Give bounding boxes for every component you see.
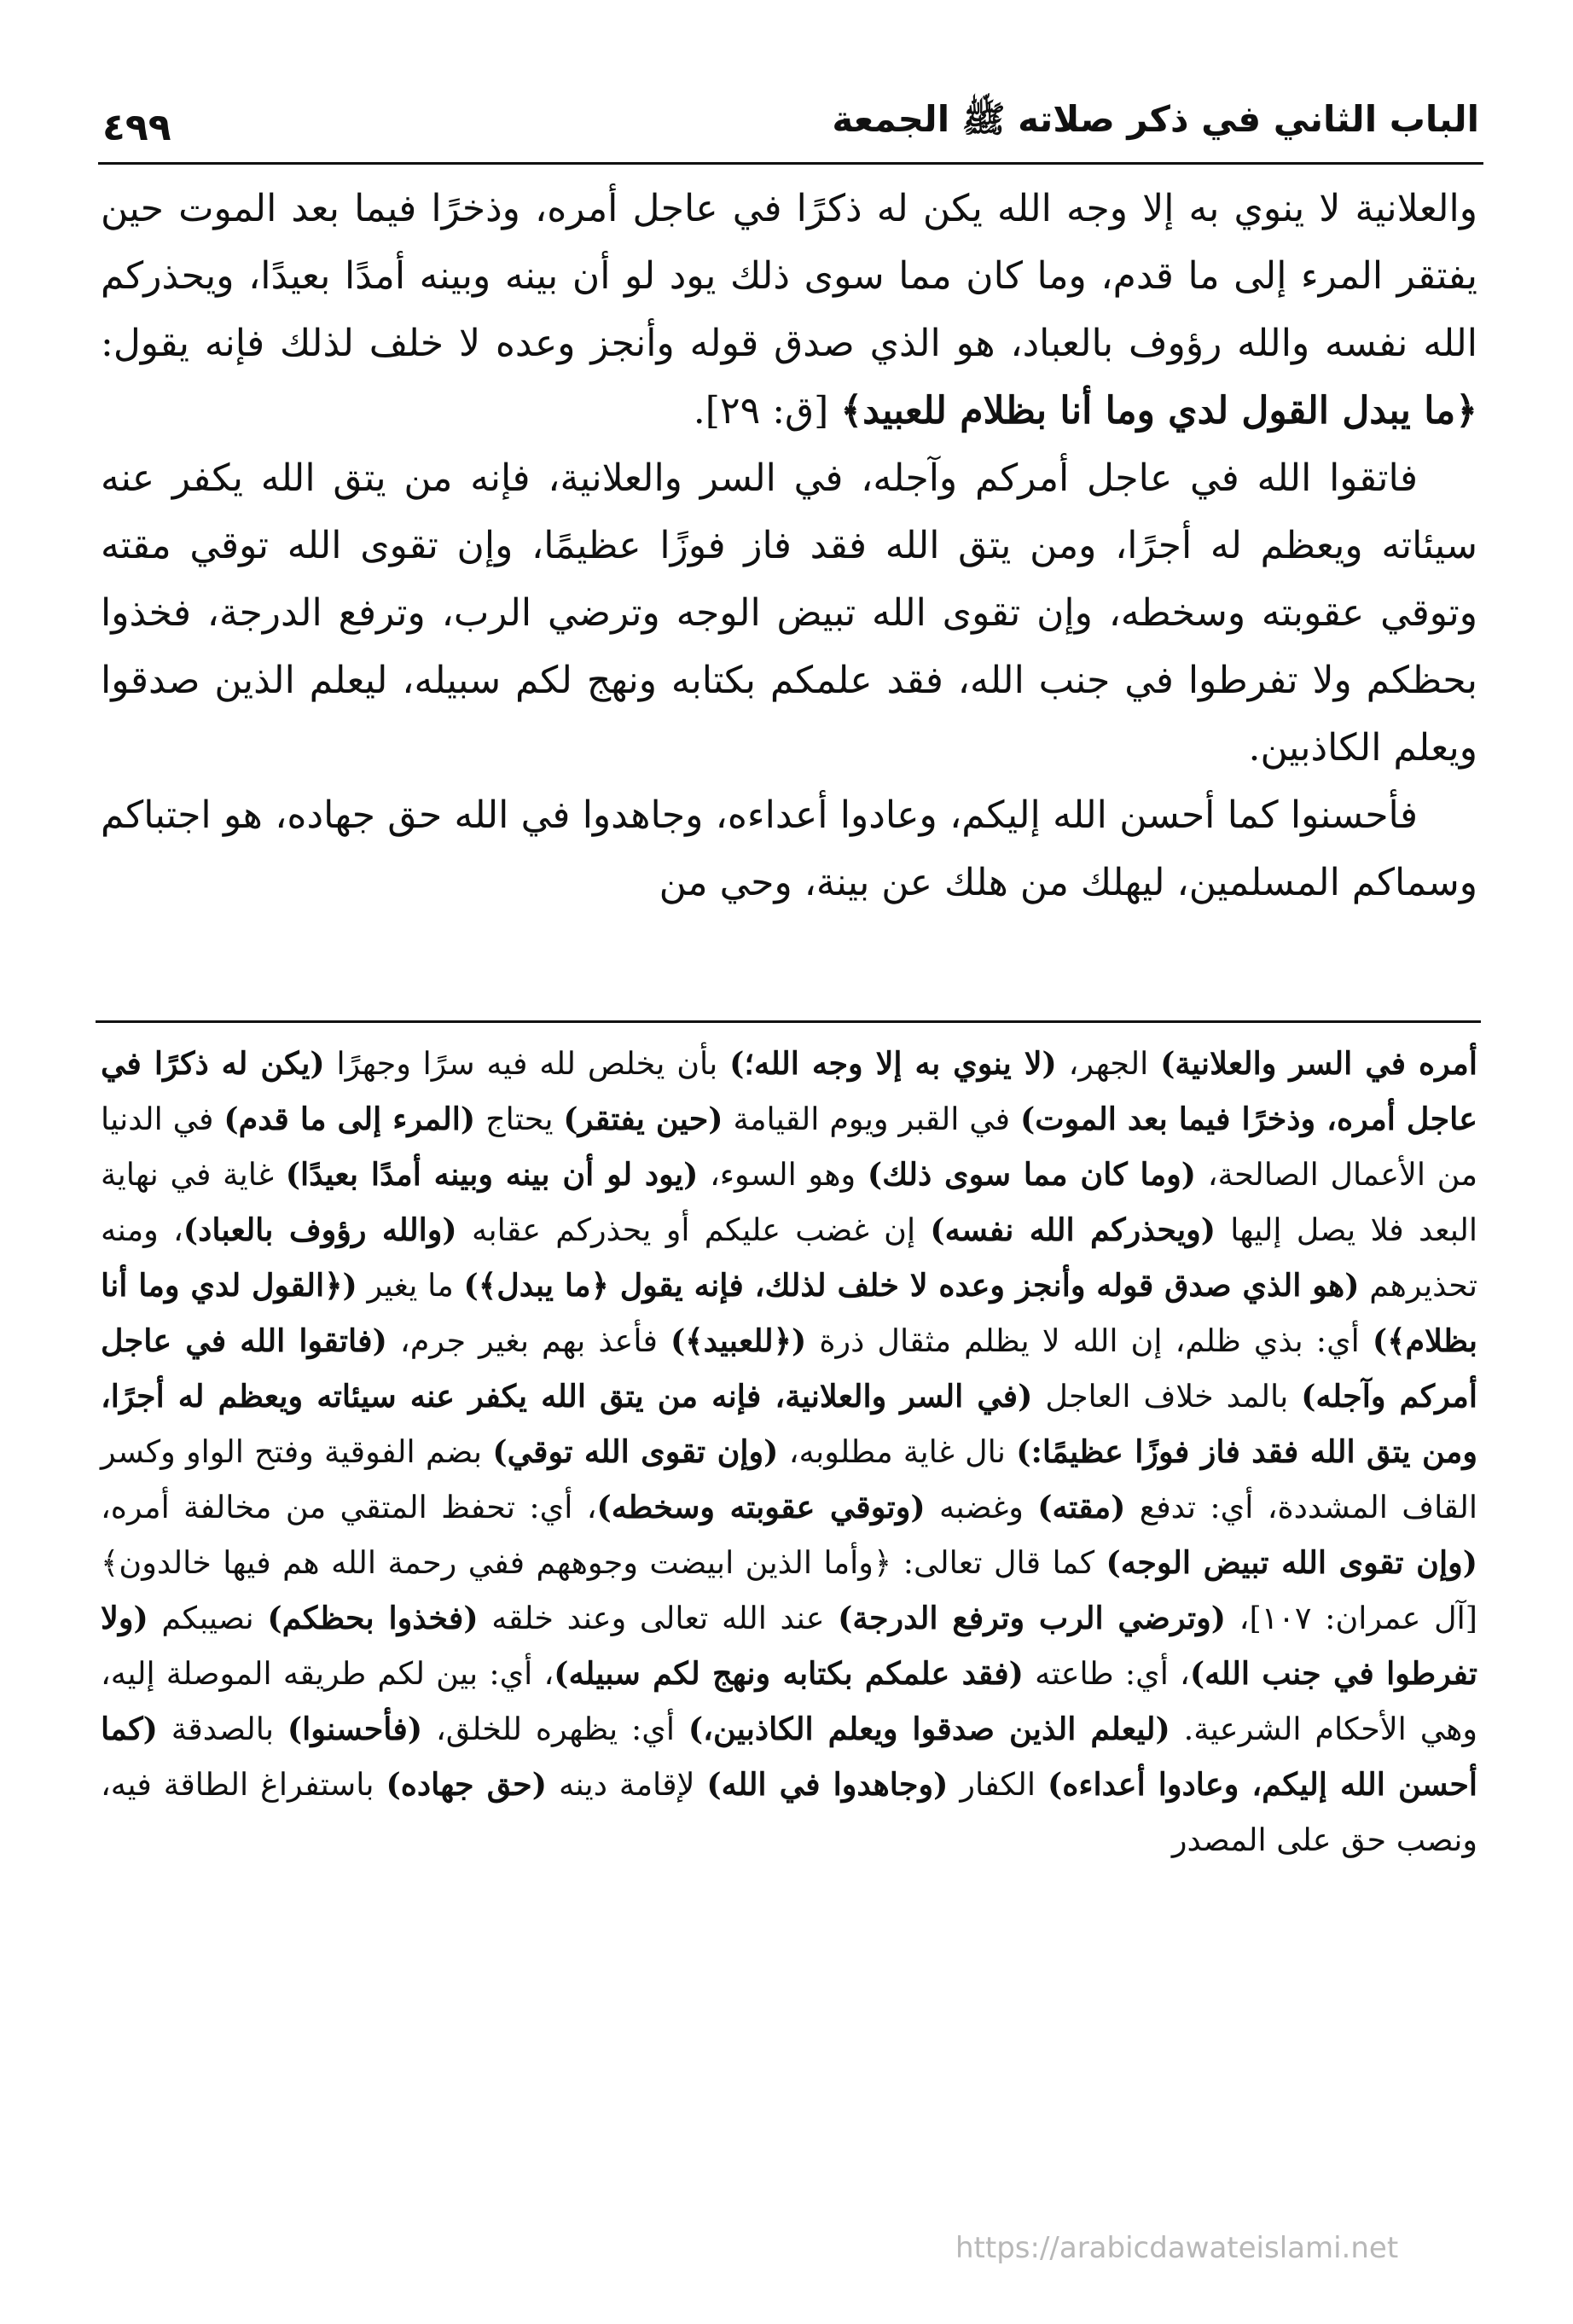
commentary-quote: (فقد علمكم بكتابه ونهج لكم سبيله) <box>554 1655 1024 1692</box>
commentary-quote: أمره في السر والعلانية) <box>1160 1045 1477 1082</box>
commentary <box>101 1036 1477 1868</box>
commentary-note: الكفار <box>948 1766 1048 1803</box>
commentary-note: بالصدقة <box>157 1711 287 1747</box>
commentary-note: إن غضب عليكم أو يحذركم عقابه <box>456 1211 931 1248</box>
commentary-note: وهو السوء، <box>698 1156 868 1193</box>
header-divider <box>98 162 1483 165</box>
commentary-note: أي: بذي ظلم، إن الله لا يظلم مثقال ذرة <box>806 1322 1373 1359</box>
commentary-quote: (وترضي الرب وترفع الدرجة) <box>838 1600 1227 1636</box>
commentary-quote: (هو الذي صدق قوله وأنجز وعده لا خلف لذلك، فإنه يقول ﴿ما يبدل﴾) <box>463 1267 1360 1304</box>
main-text <box>101 175 1477 916</box>
commentary-quote: (وتوقي عقوبته وسخطه) <box>596 1489 926 1525</box>
commentary-quote: (يود لو أن بينه وبينه أمدًا بعيدًا) <box>285 1156 699 1193</box>
commentary-note: يحتاج <box>475 1101 564 1137</box>
commentary-note: عند الله تعالى وعند خلقه <box>478 1600 839 1636</box>
main-p1-text: والعلانية لا ينوي به إلا وجه الله يكن له ذكرًا في عاجل أمره، وذخرًا فيما بعد الموت حين يفتقر المرء إلى ما قدم، وما كان مما سوى ذلك يود لو أن بينه وبينه أمدًا بعيدًا، ويحذركم الله نفسه والله رؤوف بالعباد، هو الذي صدق قوله وأنجز وعده لا خلف لذلك فإنه يقول: <box>101 187 1477 365</box>
commentary-quote: (والله رؤوف بالعباد) <box>183 1211 457 1248</box>
main-paragraph-1 <box>101 175 1477 444</box>
quran-verse: ﴿ما يبدل القول لدي وما أنا بظلام للعبيد﴾ <box>840 389 1477 433</box>
commentary-note: ، ومنه تحذيرهم <box>101 1211 1478 1304</box>
commentary-quote: (وإن تقوى الله توقي) <box>492 1433 779 1470</box>
main-paragraph-3: فأحسنوا كما أحسن الله إليكم، وعادوا أعداءه، وجاهدوا في الله حق جهاده، هو اجتباكم وسماكم المسلمين، ليهلك من هلك عن بينة، وحي من <box>101 793 1477 904</box>
commentary-quote: (ويحذركم الله نفسه) <box>930 1211 1216 1248</box>
commentary-quote: (لا ينوي به إلا وجه الله؛) <box>729 1045 1057 1082</box>
commentary-note: كما قال تعالى: ﴿وأما الذين ابيضت وجوههم ففي رحمة الله هم فيها خالدون﴾ [آل عمران: ١٠٧]، <box>101 1544 1477 1636</box>
commentary-quote: (المرء إلى ما قدم) <box>223 1101 476 1137</box>
commentary-quote: (حين يفتقر) <box>563 1101 723 1137</box>
main-paragraph-2: فاتقوا الله في عاجل أمركم وآجله، في السر والعلانية، فإنه من يتق الله يكفر عنه سيئاته ويعظم له أجرًا، ومن يتق الله فقد فاز فوزًا عظيمًا، وإن تقوى الله توقي مقته وتوقي عقوبته وسخطه، وإن تقوى الله تبيض الوجه وترضي الرب، وترفع الدرجة، فخذوا بحظكم ولا تفرطوا في جنب الله، فقد علمكم بكتابه ونهج لكم سبيله، ليعلم الذين صدقوا ويعلم الكاذبين. <box>101 456 1477 770</box>
commentary-note: أي: يظهره للخلق، <box>422 1711 688 1747</box>
commentary-note: ، أي: تحفظ المتقي من مخالفة أمره، <box>101 1489 597 1525</box>
commentary-note: باستفراغ الطاقة فيه، ونصب حق على المصدر <box>101 1766 1477 1858</box>
commentary-note: في القبر ويوم القيامة <box>723 1101 1020 1137</box>
commentary-note: ، أي: بين لكم طريقه الموصلة إليه، وهي الأحكام الشرعية. <box>101 1655 1477 1747</box>
verse-reference: [ق: ٢٩]. <box>693 389 841 433</box>
watermark-url: https://arabicdawateislami.net <box>955 2231 1399 2265</box>
commentary-quote: (﴿القول لدي وما أنا بظلام﴾) <box>101 1267 1477 1359</box>
commentary-note: ، أي: طاعته <box>1023 1655 1190 1692</box>
commentary-quote: (حق جهاده) <box>386 1766 547 1803</box>
commentary-note: بالمد خلاف العاجل <box>1032 1378 1302 1415</box>
commentary-quote: (فاتقوا الله في عاجل أمركم وآجله) <box>101 1322 1477 1415</box>
commentary-quote: (فخذوا بحظكم) <box>267 1600 479 1636</box>
commentary-note: بأن يخلص لله فيه سرًا وجهرًا <box>324 1045 730 1082</box>
commentary-quote: (﴿للعبيد﴾) <box>670 1322 807 1359</box>
commentary-quote: (ولا تفرطوا في جنب الله) <box>101 1600 1477 1692</box>
commentary-note: غاية في نهاية البعد فلا يصل إليها <box>101 1156 1477 1248</box>
commentary-quote: (وجاهدوا في الله) <box>706 1766 949 1803</box>
commentary-note: نال غاية مطلوبه، <box>778 1433 1017 1470</box>
commentary-quote: (فأحسنوا) <box>287 1711 423 1747</box>
commentary-note: وغضبه <box>925 1489 1038 1525</box>
commentary-note: الجهر، <box>1056 1045 1161 1082</box>
commentary-quote: (ليعلم الذين صدقوا ويعلم الكاذبين،) <box>688 1711 1170 1747</box>
page-number: ٤٩٩ <box>102 106 171 149</box>
commentary-quote: (يكن له ذكرًا في عاجل أمره، وذخرًا فيما بعد الموت) <box>101 1045 1478 1137</box>
commentary-note: بضم الفوقية وفتح الواو وكسر القاف المشددة، أي: تدفع <box>101 1433 1477 1525</box>
commentary-quote: (وإن تقوى الله تبيض الوجه) <box>1106 1544 1477 1581</box>
commentary-note: في الدنيا من الأعمال الصالحة، <box>101 1101 1478 1193</box>
commentary-note: ما يغير <box>357 1267 464 1304</box>
commentary-note: لإقامة دينه <box>546 1766 707 1803</box>
commentary-quote: (في السر والعلانية، فإنه من يتق الله يكفر عنه سيئاته ويعظم له أجرًا، ومن يتق الله فقد فاز فوزًا عظيمًا:) <box>101 1378 1477 1470</box>
commentary-quote: (وما كان مما سوى ذلك) <box>867 1156 1197 1193</box>
commentary-note: فأعذ بهم بغير جرم، <box>386 1322 670 1359</box>
chapter-title: الباب الثاني في ذكر صلاته ﷺ الجمعة <box>832 98 1479 140</box>
commentary-note: نصيبكم <box>148 1600 268 1636</box>
commentary-divider <box>96 1020 1481 1023</box>
commentary-paragraph <box>101 1036 1477 1868</box>
page-header <box>102 81 1479 149</box>
commentary-quote: (كما أحسن الله إليكم، وعادوا أعداءه) <box>101 1711 1478 1803</box>
commentary-quote: (مقته) <box>1037 1489 1126 1525</box>
